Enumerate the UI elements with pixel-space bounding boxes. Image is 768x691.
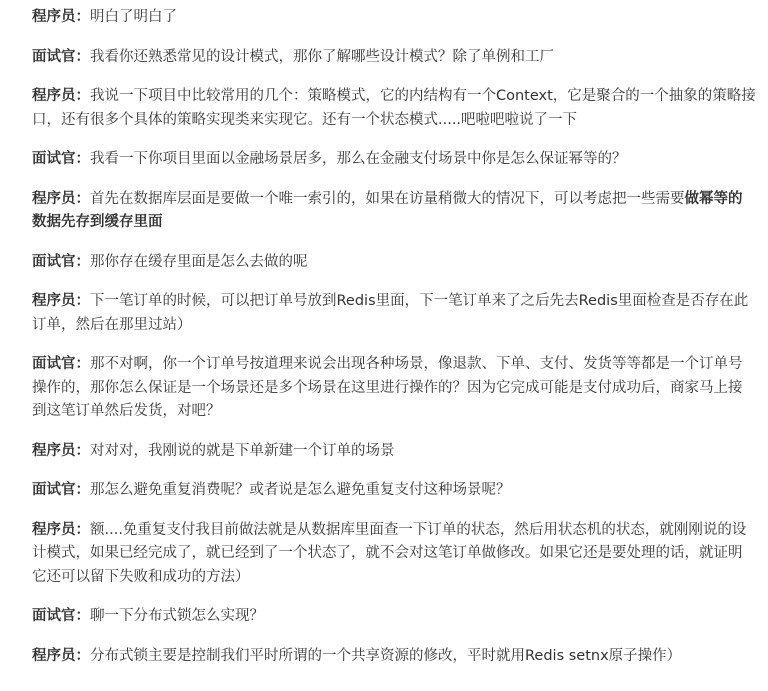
- speaker-label: 面试官：: [32, 482, 90, 498]
- dialogue-text: 那不对啊，你一个订单号按道理来说会出现各种场景，像退款、下单、支付、发货等等都是一个订单号操作的，那你怎么保证是一个场景还是多个场景在这里进行操作的？因为它完成可能是支付成功后，商家马上接到这笔订单然后发货，对吧？: [32, 356, 743, 419]
- dialogue-text: 我说一下项目中比较常用的几个：策略模式，它的内结构有一个Context，它是聚合的一个抽象的策略接口，还有很多个具体的策略实现类来实现它。还有一个状态模式.....吧啦吧啦说了一下: [32, 88, 756, 128]
- dialogue-paragraph: [32, 188, 756, 235]
- dialogue-paragraph: [32, 148, 756, 172]
- speaker-label: 程序员：: [32, 88, 90, 104]
- speaker-label: 面试官：: [32, 48, 90, 65]
- speaker-label: 面试官：: [32, 253, 90, 270]
- dialogue-paragraph: [32, 6, 756, 30]
- dialogue-paragraph: [32, 645, 756, 669]
- speaker-label: 程序员：: [32, 442, 90, 459]
- emphasized-text: 做幂等的数据先存到缓存里面: [32, 190, 743, 230]
- speaker-label: 程序员：: [32, 293, 90, 309]
- dialogue-text: 我看你还熟悉常见的设计模式，那你了解哪些设计模式？除了单例和工厂: [90, 48, 554, 65]
- speaker-label: 面试官：: [32, 608, 90, 624]
- speaker-label: 面试官：: [32, 356, 90, 372]
- speaker-label: 程序员：: [32, 647, 90, 664]
- dialogue-paragraph: [32, 251, 756, 275]
- speaker-label: 程序员：: [32, 190, 90, 207]
- dialogue-paragraph: [32, 605, 756, 629]
- dialogue-text: 首先在数据库层面是要做一个唯一索引的，如果在访量稍微大的情况下，可以考虑把一些需要: [90, 190, 685, 207]
- speaker-label: 程序员：: [32, 9, 90, 25]
- dialogue-paragraph: [32, 290, 756, 337]
- dialogue-paragraph: [32, 353, 756, 424]
- speaker-label: 面试官：: [32, 151, 90, 167]
- dialogue-text: 额....免重复支付我目前做法就是从数据库里面查一下订单的状态，然后用状态机的状态，就刚刚说的设计模式，如果已经完成了，就已经到了一个状态了，就不会对这笔订单做修改。如果它还是要处理的话，就证明它还可以留下失败和成功的方法）: [32, 521, 747, 585]
- speaker-label: 程序员：: [32, 521, 90, 538]
- dialogue-paragraph: [32, 519, 756, 590]
- dialogue-text: 分布式锁主要是控制我们平时所谓的一个共享资源的修改，平时就用Redis setnx原子操作）: [90, 647, 682, 664]
- dialogue-text: 对对对，我刚说的就是下单新建一个订单的场景: [90, 442, 395, 459]
- dialogue-text: 那怎么避免重复消费呢？或者说是怎么避免重复支付这种场景呢？: [90, 482, 511, 498]
- dialogue-text: 聊一下分布式锁怎么实现？: [90, 608, 264, 624]
- dialogue-text: 我看一下你项目里面以金融场景居多，那么在金融支付场景中你是怎么保证幂等的？: [90, 151, 627, 167]
- dialogue-text: 明白了明白了: [90, 9, 177, 25]
- dialogue-paragraph: [32, 85, 756, 132]
- dialogue-text: 那你存在缓存里面是怎么去做的呢: [90, 253, 308, 270]
- dialogue-paragraph: [32, 440, 756, 464]
- dialogue-text: 下一笔订单的时候，可以把订单号放到Redis里面，下一笔订单来了之后先去Redis里面检查是否存在此订单，然后在那里过站）: [32, 293, 749, 333]
- dialogue-paragraph: [32, 479, 756, 503]
- dialogue-paragraph: [32, 46, 756, 70]
- interview-transcript: [32, 6, 756, 684]
